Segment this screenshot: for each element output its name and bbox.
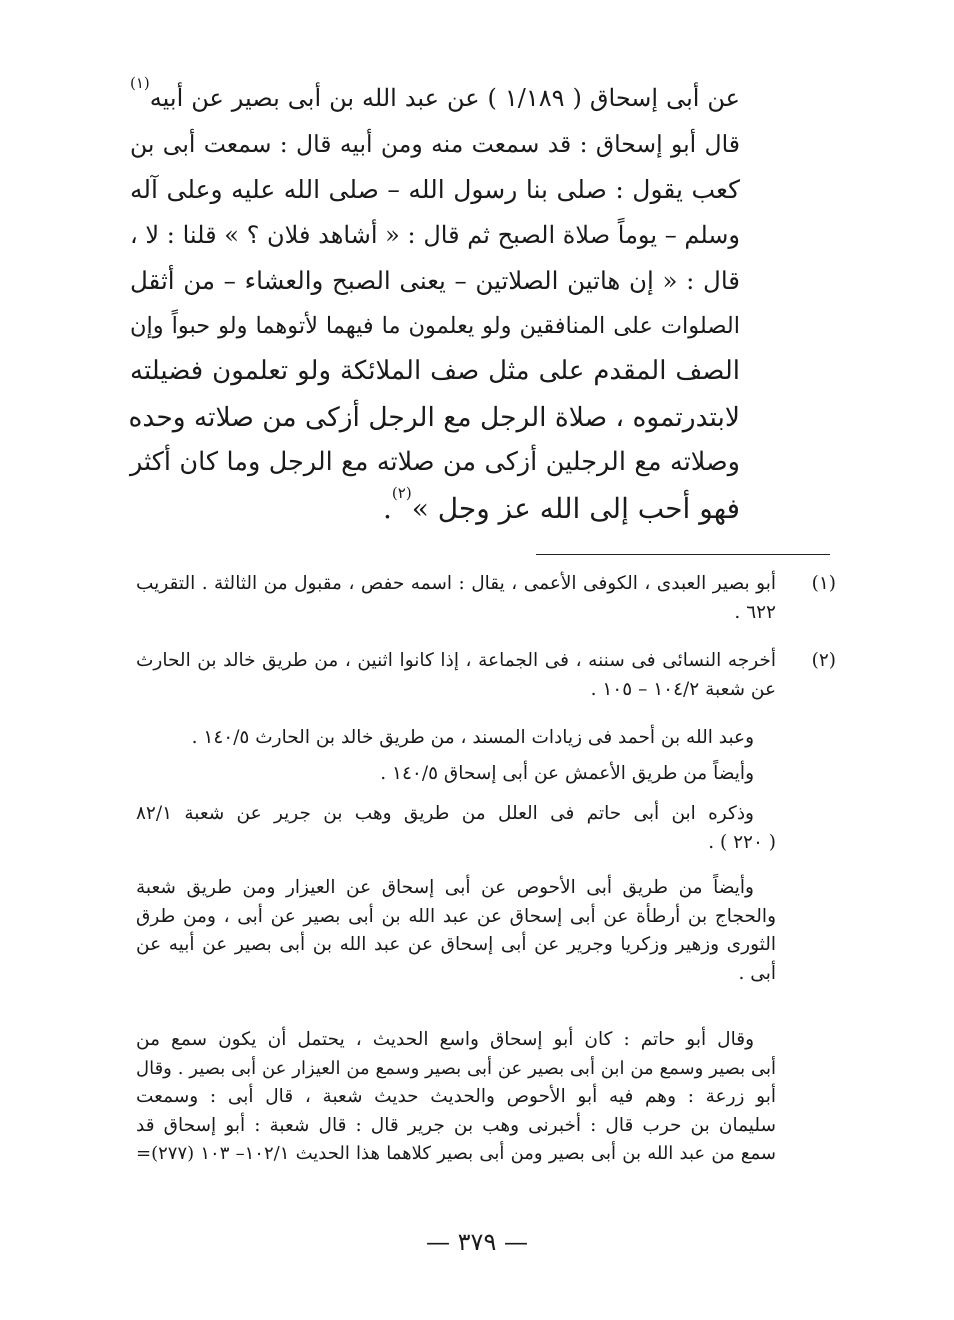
- main-line: الصف المقدم على مثل صف الملائكة ولو تعلمون فضيلته: [130, 356, 740, 386]
- footnote-line: ( ٢٢٠ ) .: [708, 831, 776, 853]
- main-line: قال أبو إسحاق : قد سمعت منه ومن أبيه قال : سمعت أبى بن: [130, 129, 740, 158]
- footnote-line: أبى بصير وسمع من ابن أبى بصير عن أبى بصير وسمع من العيزار عن أبى بصير . وقال: [136, 1057, 776, 1079]
- main-line: وصلاته مع الرجلين أزكى من صلاته مع الرجل وما كان أكثر: [130, 447, 740, 477]
- footnote-number: (٢): [811, 650, 836, 671]
- footnote-ref-1[interactable]: (١): [130, 74, 150, 92]
- footnote-line: أبو بصير العبدى ، الكوفى الأعمى ، يقال : اسمه حفص ، مقبول من الثالثة . التقريب: [136, 573, 776, 594]
- main-line: وسلم – يوماً صلاة الصبح ثم قال : « أشاهد فلان ؟ » قلنا : لا ،: [130, 220, 740, 249]
- footnote-line: وأيضاً من طريق الأعمش عن أبى إسحاق ١٤٠/٥ .: [380, 763, 754, 784]
- main-text: [130, 76, 740, 531]
- page-number: — ٣٧٩ —: [426, 1228, 528, 1256]
- footnote-line: عن شعبة ١٠٤/٢ – ١٠٥ .: [590, 678, 776, 700]
- footnote-line: أبى .: [738, 962, 776, 984]
- footnote-paragraph: [136, 724, 776, 753]
- main-line: عن أبى إسحاق ( ١/١٨٩ ) عن عبد الله بن أبى بصير عن أبيه$^{(١)}$: [130, 74, 740, 112]
- footnote-line: أخرجه النسائى فى سننه ، فى الجماعة ، إذا كانوا اثنين ، من طريق خالد بن الحارث: [136, 650, 776, 671]
- footnote-1: [136, 570, 836, 627]
- footnote-line: وذكره ابن أبى حاتم فى العلل من طريق وهب بن جرير عن شعبة ٨٢/١: [136, 803, 754, 824]
- main-line: الصلوات على المنافقين ولو يعلمون ما فيهما لأتوهما ولو حبواً وإن: [130, 312, 740, 339]
- footnote-number: (١): [811, 573, 836, 594]
- footnote-paragraph: [136, 874, 776, 988]
- footnote-line: سمع من عبد الله بن أبى بصير ومن أبى بصير كلاهما هذا الحديث ١٠٢/١– ١٠٣ (٢٧٧)=: [136, 1143, 776, 1164]
- footnote-ref-2[interactable]: (٢): [391, 483, 412, 502]
- footnote-line: وقال أبو حاتم : كان أبو إسحاق واسع الحديث ، يحتمل أن يكون سمع من: [136, 1029, 754, 1050]
- main-line: قال : « إن هاتين الصلاتين – يعنى الصبح والعشاء – من أثقل: [130, 266, 740, 295]
- footnote-line: وأيضاً من طريق أبى الأحوص عن أبى إسحاق عن العيزار ومن طريق شعبة: [136, 877, 754, 898]
- main-line: لابتدرتموه ، صلاة الرجل مع الرجل أزكى من صلاته وحده: [128, 401, 740, 433]
- footnote-separator: [536, 554, 830, 555]
- footnote-line: ٦٢٢ .: [734, 601, 776, 623]
- footnote-2: [136, 647, 836, 704]
- footnote-line: والحجاج بن أرطأة عن أبى إسحاق عن عبد الله بن أبى بصير عن أبى ، ومن طرق: [136, 905, 776, 927]
- footnote-line: الثورى وزهير وزكريا وجرير عن أبى إسحاق عن عبد الله بن أبى بصير عن أبيه عن: [136, 934, 776, 955]
- footnote-line: أبو زرعة : وهم فيه أبو الأحوص والحديث حديث شعبة ، قال أبى : وسمعت: [136, 1086, 776, 1107]
- footnote-paragraph: [136, 760, 776, 789]
- footnote-line: سليمان بن حرب قال : أخبرنى وهب بن جرير قال : قال شعبة : أبو إسحاق قد: [136, 1114, 776, 1136]
- footnote-line: وعبد الله بن أحمد فى زيادات المسند ، من طريق خالد بن الحارث ١٤٠/٥ .: [191, 727, 754, 748]
- footnote-paragraph: [136, 1026, 776, 1169]
- main-line: كعب يقول : صلى بنا رسول الله – صلى الله عليه وعلى آله: [130, 175, 740, 204]
- main-line: فهو أحب إلى الله عز وجل »$^{(٢)}$.: [383, 483, 740, 525]
- footnote-paragraph: [136, 800, 776, 857]
